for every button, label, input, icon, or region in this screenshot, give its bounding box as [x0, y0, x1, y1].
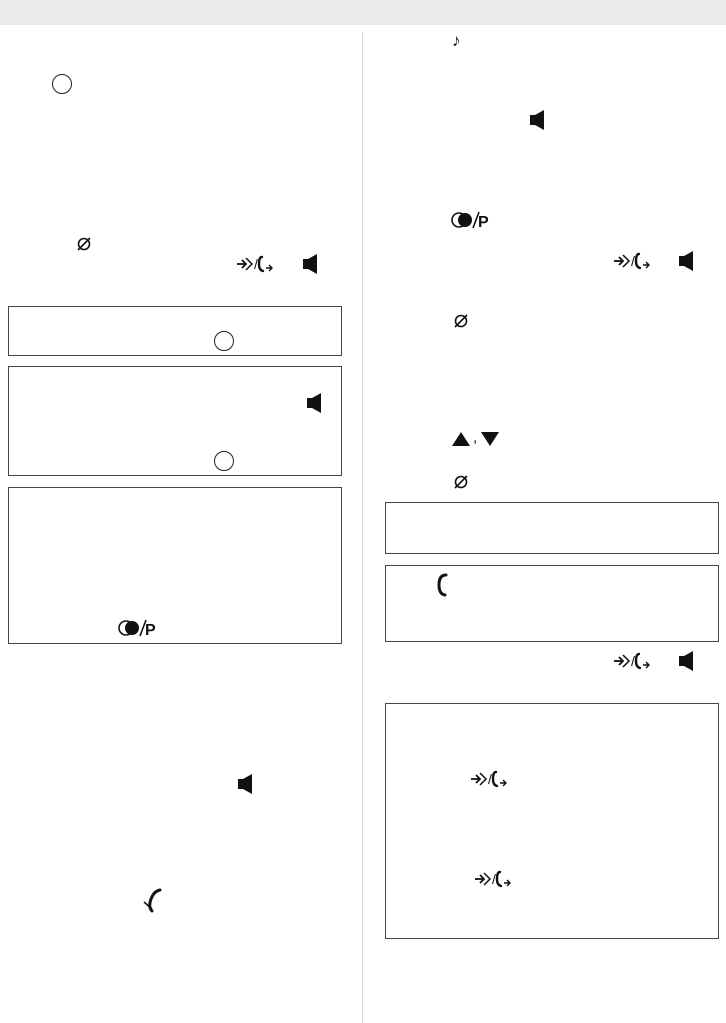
hold-pause-icon [451, 211, 491, 229]
header-band [0, 0, 726, 25]
hang-up-icon [142, 888, 166, 912]
slash-label: / [254, 256, 258, 272]
hold-letter: P [145, 622, 156, 639]
speaker-icon [530, 110, 545, 130]
slash-label: / [631, 653, 635, 669]
column-divider [362, 32, 363, 1023]
speaker-icon [303, 254, 318, 274]
redial-call-icon [613, 251, 657, 271]
slash-label: / [631, 253, 635, 269]
circle-button-icon [214, 331, 234, 351]
note-box-4 [385, 502, 719, 554]
speaker-icon [238, 774, 253, 794]
speaker-icon [679, 251, 694, 271]
redial-call-icon [474, 869, 518, 889]
up-arrow-icon [452, 432, 470, 446]
down-arrow-icon [481, 432, 499, 446]
redial-call-icon [613, 651, 657, 671]
music-note-icon: ♪ [452, 31, 461, 50]
redial-call-icon [236, 254, 280, 274]
note-box-1 [8, 306, 342, 356]
slash-label: / [492, 871, 496, 887]
note-box-3 [8, 487, 342, 644]
slash-label: / [488, 771, 492, 787]
note-box-5 [385, 565, 719, 642]
cancel-icon [453, 474, 469, 490]
comma-separator: , [473, 429, 478, 446]
cancel-icon [76, 236, 92, 252]
speaker-icon [307, 393, 322, 413]
hold-letter: P [478, 214, 489, 231]
speaker-icon [679, 651, 694, 671]
hold-pause-icon [118, 619, 158, 637]
circle-button-icon [214, 451, 234, 471]
cancel-icon [453, 313, 469, 329]
circle-button-icon [52, 74, 72, 94]
redial-call-icon [470, 769, 514, 789]
note-box-2 [8, 366, 342, 476]
handset-icon [436, 574, 448, 596]
note-box-6 [385, 703, 719, 939]
